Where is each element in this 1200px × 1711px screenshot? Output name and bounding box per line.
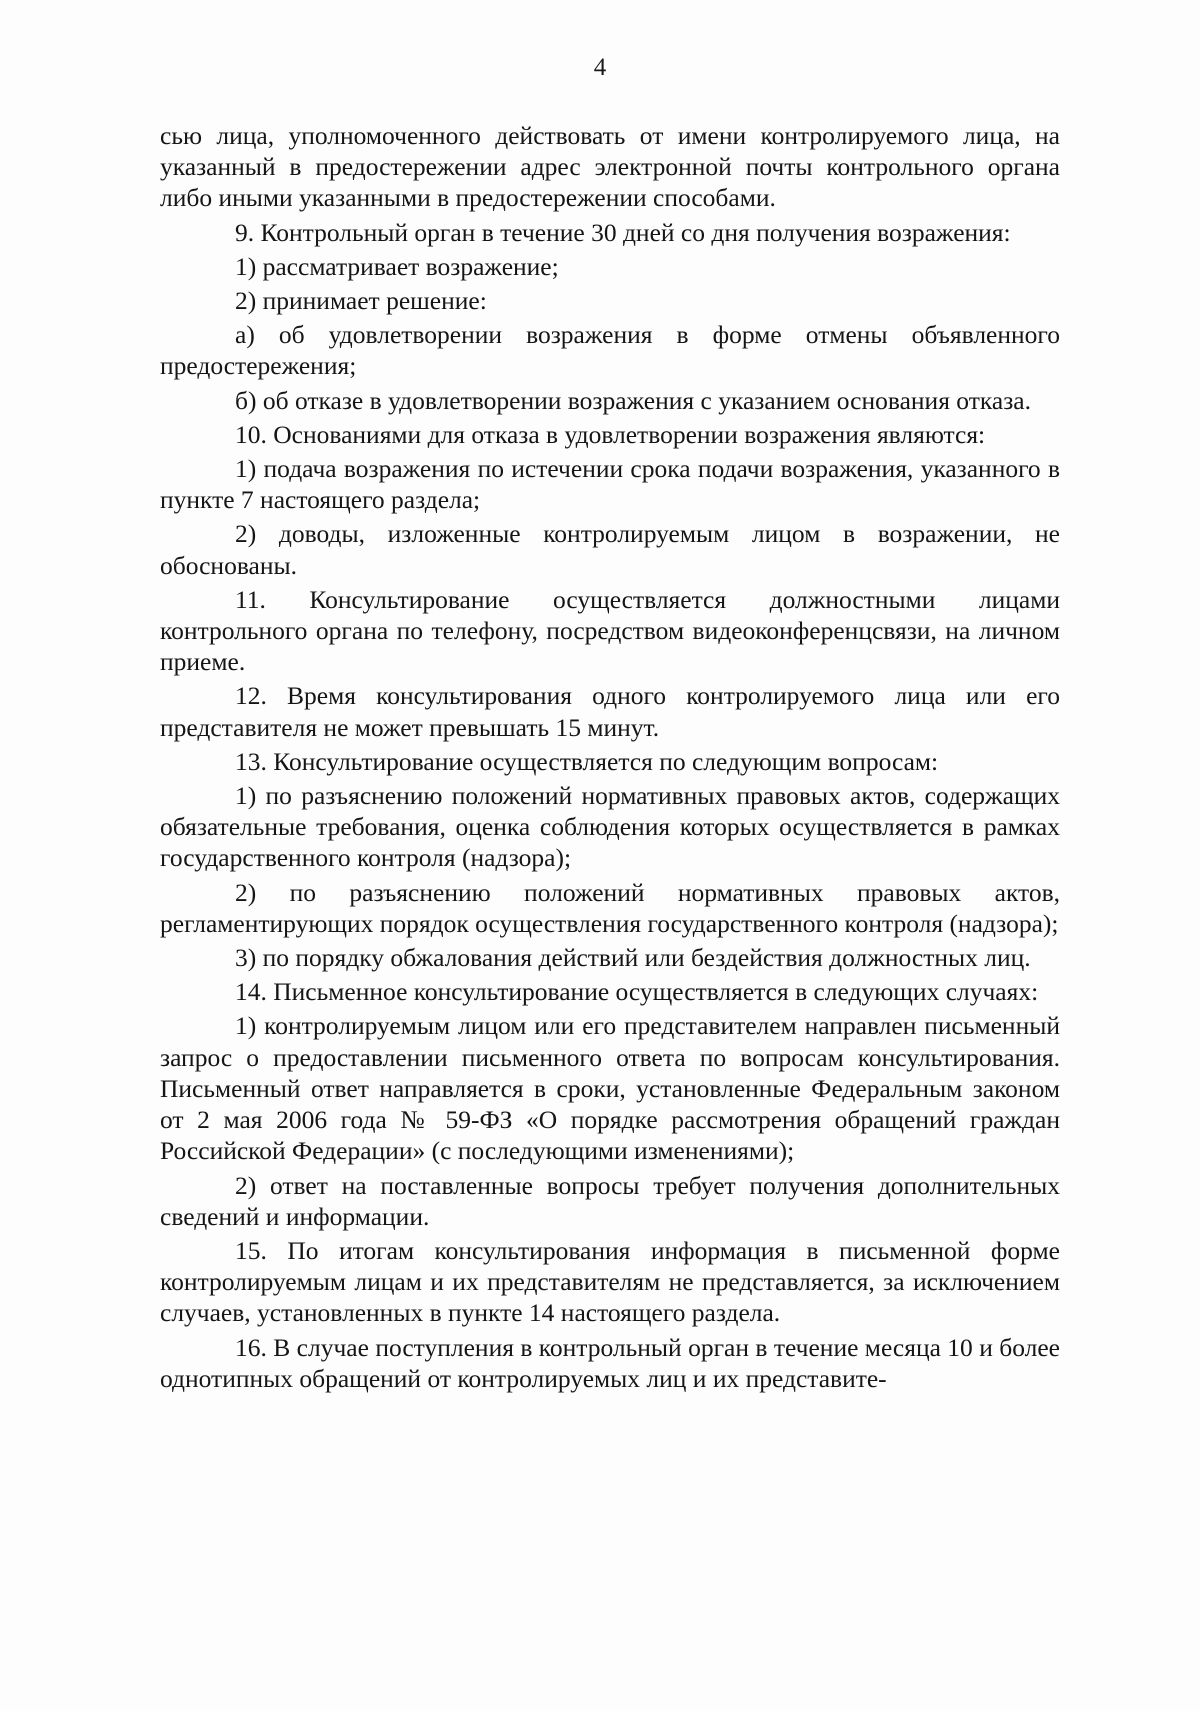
paragraph-continuation: сью лица, уполномоченного действовать от имени контролируемого лица, на указанный в предостережении адрес электронной почты контрольного органа либо иными указанными в предостережении способами. (160, 121, 1060, 213)
paragraph-item-13-2: 2) по разъяснению положений нормативных правовых актов, регламентирующих порядок осуществления государственного контроля (надзора); (160, 877, 1060, 938)
paragraph-item-10: 10. Основаниями для отказа в удовлетворении возражения являются: (235, 419, 986, 449)
paragraph-item-14: 14. Письменное консультирование осуществляется в следующих случаях: (235, 977, 1039, 1007)
paragraph-item-9-2-b: б) об отказе в удовлетворении возражения с указанием основания отказа. (235, 385, 1031, 415)
paragraph-item-10-2: 2) доводы, изложенные контролируемым лицом в возражении, не обоснованы. (160, 519, 1060, 580)
paragraph-item-13: 13. Консультирование осуществляется по следующим вопросам: (235, 746, 939, 776)
paragraph-item-9-2: 2) принимает решение: (235, 286, 487, 316)
paragraph-item-13-3: 3) по порядку обжалования действий или бездействия должностных лиц. (235, 943, 1031, 973)
paragraph-item-15: 15. По итогам консультирования информация в письменной форме контролируемым лицам и их представителям не представляется, за исключением случаев, установленных в пункте 14 настоящего раздела. (160, 1235, 1060, 1328)
paragraph-item-9: 9. Контрольный орган в течение 30 дней со дня получения возражения: (235, 217, 1011, 247)
page-number: 4 (593, 54, 607, 81)
paragraph-item-13-1: 1) по разъяснению положений нормативных правовых актов, содержащих обязательные требования, оценка соблюдения которых осуществляется в рамках государственного контроля (надзора); (160, 781, 1060, 873)
document-body (160, 120, 1060, 1397)
paragraph-item-11: 11. Консультирование осуществляется должностными лицами контрольного органа по телефону, посредством видеоконференцсвязи, на личном приеме. (160, 584, 1060, 677)
paragraph-item-10-1: 1) подача возражения по истечении срока подачи возражения, указанного в пункте 7 настоящего раздела; (160, 454, 1060, 515)
paragraph-item-12: 12. Время консультирования одного контролируемого лица или его представителя не может превышать 15 минут. (160, 681, 1060, 742)
paragraph-item-14-1: 1) контролируемым лицом или его представителем направлен письменный запрос о предоставлении письменного ответа по вопросам консультирования. Письменный ответ направляется в сроки, установленные Федеральным законом от 2 мая 2006 года № 59-ФЗ «О порядке рассмотрения обращений граждан Российской Федерации» (с последующими изменениями); (160, 1011, 1060, 1166)
paragraph-item-14-2: 2) ответ на поставленные вопросы требует получения дополнительных сведений и информации. (160, 1170, 1060, 1231)
paragraph-item-16: 16. В случае поступления в контрольный орган в течение месяца 10 и более однотипных обращений от контролируемых лиц и их представите- (160, 1332, 1060, 1393)
paragraph-item-9-1: 1) рассматривает возражение; (235, 251, 559, 281)
paragraph-item-9-2-a: а) об удовлетворении возражения в форме отмены объявленного предостережения; (160, 320, 1060, 381)
